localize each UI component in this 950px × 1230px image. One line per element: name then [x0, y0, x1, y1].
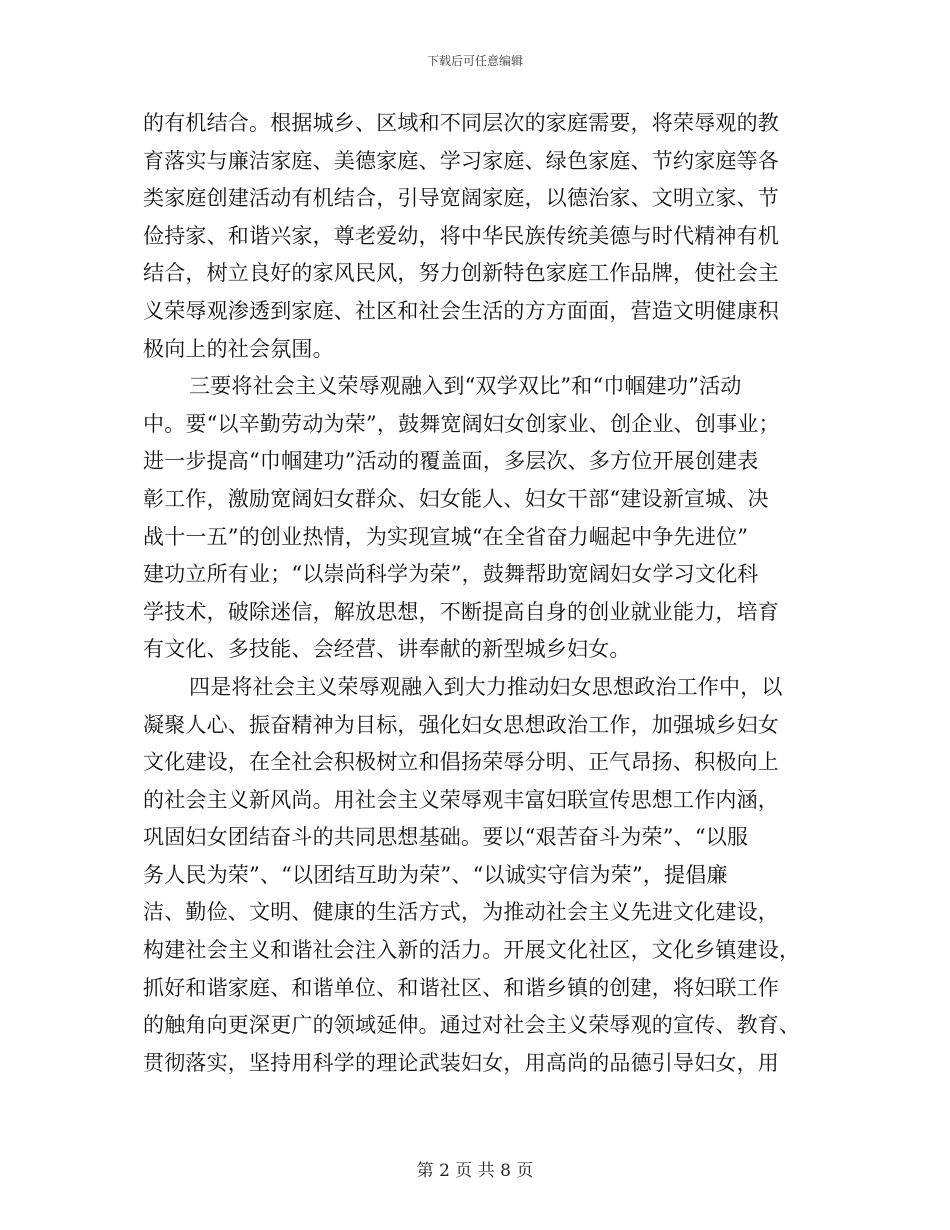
- page-number-footer: 第 2 页 共 8 页: [416, 1161, 534, 1181]
- text-line: 有文化、多技能、会经营、讲奉献的新型城乡妇女。: [143, 637, 631, 662]
- text-line: 务人民为荣”、“以团结互助为荣”、“以诚实守信为荣”，提倡廉: [143, 862, 728, 887]
- text-line: 的触角向更深更广的领域延伸。通过对社会主义荣辱观的宣传、教育、: [143, 1013, 801, 1038]
- text-line: 构建社会主义和谐社会注入新的活力。开展文化社区，文化乡镇建设，: [143, 938, 801, 963]
- text-line: 类家庭创建活动有机结合，引导宽阔家庭，以德治家、文明立家、节: [143, 186, 779, 211]
- text-line: 贯彻落实，坚持用科学的理论武装妇女，用高尚的品德引导妇女，用: [143, 1050, 779, 1075]
- text-line: 洁、勤俭、文明、健康的生活方式，为推动社会主义先进文化建设，: [143, 900, 779, 925]
- text-line: 义荣辱观渗透到家庭、社区和社会生活的方方面面，营造文明健康积: [143, 298, 779, 323]
- text-line: 的社会主义新风尚。用社会主义荣辱观丰富妇联宣传思想工作内涵，: [143, 787, 779, 812]
- text-line: 进一步提高“巾帼建功”活动的覆盖面，多层次、多方位开展创建表: [143, 449, 759, 474]
- text-line: 俭持家、和谐兴家，尊老爱幼，将中华民族传统美德与时代精神有机: [143, 223, 779, 248]
- text-line: 建功立所有业；“以崇尚科学为荣”，鼓舞帮助宽阔妇女学习文化科: [143, 562, 759, 587]
- text-line: 结合，树立良好的家风民风，努力创新特色家庭工作品牌，使社会主: [143, 261, 779, 286]
- text-line: 抓好和谐家庭、和谐单位、和谐社区、和谐乡镇的创建，将妇联工作: [143, 975, 779, 1000]
- text-line: 的有机结合。根据城乡、区域和不同层次的家庭需要，将荣辱观的教: [143, 111, 779, 135]
- text-line: 巩固妇女团结奋斗的共同思想基础。要以“艰苦奋斗为荣”、“以服: [143, 825, 749, 850]
- paragraph-first-line: 四是将社会主义荣辱观融入到大力推动妇女思想政治工作中，以: [189, 674, 783, 699]
- page-header-note: 下载后可任意编辑: [426, 54, 523, 68]
- text-line: 文化建设，在全社会积极树立和倡扬荣辱分明、正气昂扬、积极向上: [143, 750, 779, 775]
- text-line: 学技术，破除迷信，解放思想，不断提高自身的创业就业能力，培育: [143, 599, 779, 624]
- text-line: 凝聚人心、振奋精神为目标，强化妇女思想政治工作，加强城乡妇女: [143, 712, 779, 737]
- document-body: [143, 105, 813, 1082]
- text-line: 极向上的社会氛围。: [143, 336, 334, 361]
- text-line: 战十一五”的创业热情，为实现宣城“在全省奋力崛起中争先进位”: [143, 524, 749, 549]
- text-line: 中。要“以辛勤劳动为荣”，鼓舞宽阔妇女创家业、创企业、创事业；: [143, 411, 780, 436]
- paragraph-first-line: 三要将社会主义荣辱观融入到“双学双比”和“巾帼建功”活动: [189, 374, 742, 399]
- text-line: 育落实与廉洁家庭、美德家庭、学习家庭、绿色家庭、节约家庭等各: [143, 148, 779, 173]
- text-line: 彰工作，激励宽阔妇女群众、妇女能人、妇女干部“建设新宣城、决: [143, 486, 769, 511]
